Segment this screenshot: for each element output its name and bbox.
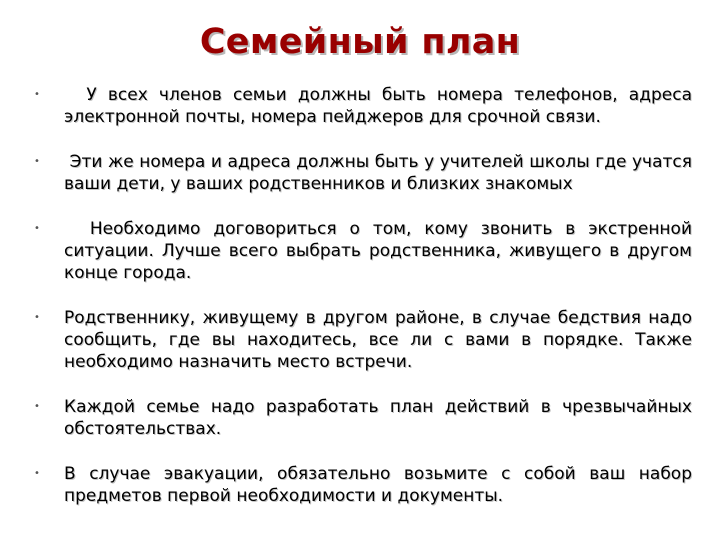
bullet-icon: • xyxy=(34,468,40,479)
bullet-item-4 xyxy=(34,307,692,373)
bullet-text: У всех членов семьи должны быть номера телефонов, адреса электронной почты, номера пейджеров для срочной связи. xyxy=(64,85,692,127)
bullet-icon: • xyxy=(34,312,40,323)
bullet-item-1 xyxy=(34,84,692,128)
bullet-icon: • xyxy=(34,89,40,100)
slide-title: Семейный план xyxy=(199,22,521,62)
bullet-list xyxy=(34,84,692,530)
bullet-item-2 xyxy=(34,151,692,195)
bullet-item-6 xyxy=(34,463,692,507)
bullet-item-3 xyxy=(34,218,692,284)
bullet-text: Каждой семье надо разработать план действий в чрезвычайных обстоятельствах. xyxy=(64,397,692,439)
bullet-text: Эти же номера и адреса должны быть у учителей школы где учатся ваши дети, у ваших родственников и близких знакомых xyxy=(64,152,692,194)
bullet-icon: • xyxy=(34,156,40,167)
bullet-text: Необходимо договориться о том, кому звонить в экстренной ситуации. Лучше всего выбрать родственника, живущего в другом конце города. xyxy=(64,219,692,283)
bullet-icon: • xyxy=(34,401,40,412)
bullet-text: В случае эвакуации, обязательно возьмите с собой ваш набор предметов первой необходимости и документы. xyxy=(64,464,692,506)
bullet-text: Родственнику, живущему в другом районе, в случае бедствия надо сообщить, где вы находитесь, все ли с вами в порядке. Также необходимо назначить место встречи. xyxy=(64,308,692,372)
bullet-item-5 xyxy=(34,396,692,440)
bullet-icon: • xyxy=(34,223,40,234)
